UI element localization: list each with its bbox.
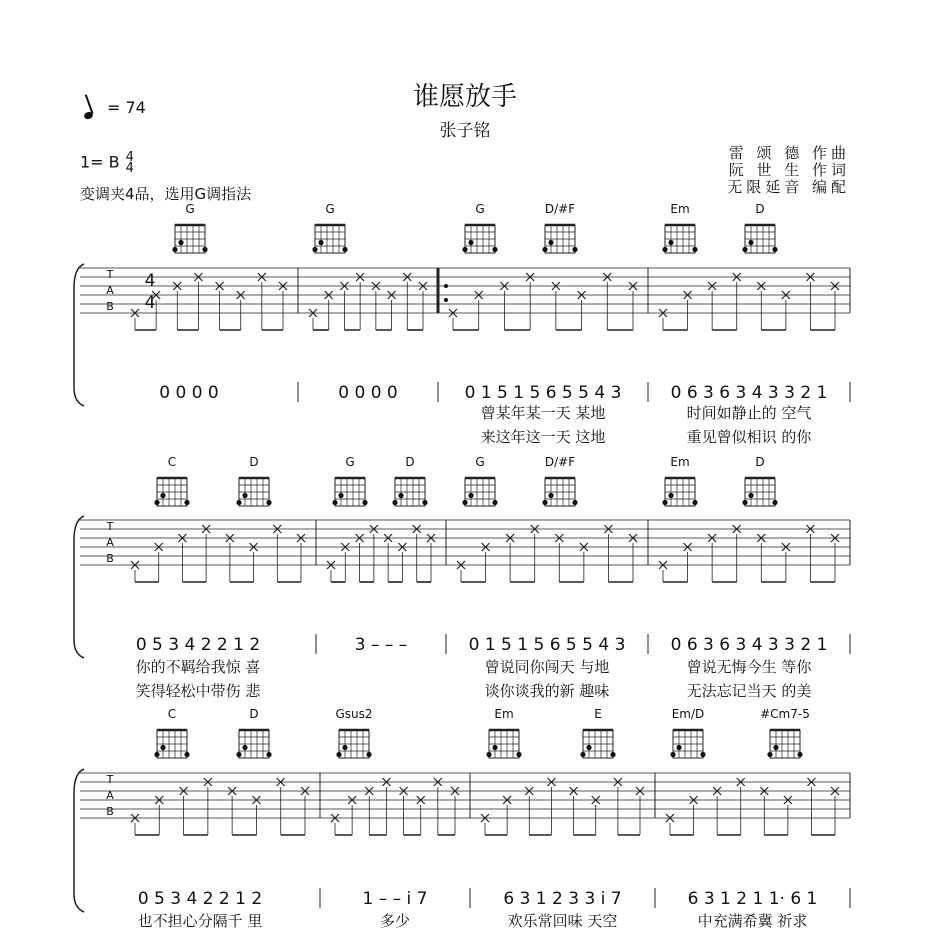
lyric-line-1: 中充满希冀 祈求 [697,912,808,930]
repeat-dot [444,298,448,302]
chord-dot [398,493,403,498]
chord-name: #Cm7-5 [760,707,810,721]
chord-dot [332,500,337,505]
chord-dot [366,752,371,757]
chord-dot [548,240,553,245]
jianpu-measure: 0 6 3 6 3 4 3 3 2 1 [670,635,828,655]
chord-dot [492,500,497,505]
system-brace [74,264,84,406]
chord-dot [572,500,577,505]
chord-dot [486,752,491,757]
chord-dot [468,240,473,245]
chord-dot [748,493,753,498]
chord-dot [312,247,317,252]
jianpu-measure: 0 1 5 1 5 6 5 5 4 3 [468,635,626,655]
chord-dot [336,752,341,757]
chord-name: G [475,202,485,216]
chord-dot [742,247,747,252]
time-signature: 4 4 [125,150,134,176]
chord-name: G [325,202,335,216]
tab-clef-letter: A [106,284,114,297]
repeat-dot [444,284,448,288]
chord-dot [242,493,247,498]
chord-dot [542,247,547,252]
lyric-line-2: 来这年这一天 这地 [480,428,606,446]
arranger-credit: 无限延音 编配 [727,178,850,196]
chord-dot [692,500,697,505]
chord-name: D/#F [544,202,576,216]
chord-dot [548,493,553,498]
tab-clef-letter: B [106,300,114,313]
lyric-line-1: 曾说无悔今生 等你 [686,658,812,676]
chord-name: D [755,455,765,469]
chord-dot [184,500,189,505]
chord-dot [338,493,343,498]
chord-dot [586,745,591,750]
chord-dot [154,752,159,757]
chord-name: Em [670,202,690,216]
lyric-line-2: 谈你谈我的新 趣味 [484,682,610,700]
tab-time-top: 4 [144,271,156,291]
jianpu-measure: 0 1 5 1 5 6 5 5 4 3 [464,383,622,403]
jianpu-measure: 0 0 0 0 [338,383,398,403]
chord-name: D [249,455,259,469]
chord-dot [610,752,615,757]
chord-name: Em [494,707,514,721]
tab-clef-letter: A [106,536,114,549]
chord-dot [266,752,271,757]
chord-name: C [167,455,177,469]
lyric-line-1: 曾说同你闯天 与地 [484,658,610,676]
chord-dot [362,500,367,505]
jianpu-measure: 0 5 3 4 2 2 1 2 [137,889,263,909]
chord-dot [160,493,165,498]
jianpu-measure: 6 3 1 2 3 3 i 7 [503,889,622,909]
chord-dot [772,247,777,252]
chord-dot [668,493,673,498]
chord-dot [772,500,777,505]
key-value: 1= B [80,152,120,172]
lyric-line-2: 重见曾似相识 的你 [686,428,812,446]
chord-dot [172,247,177,252]
chord-dot [542,500,547,505]
chord-dot [516,752,521,757]
chord-dot [178,240,183,245]
chord-dot [492,745,497,750]
chord-dot [580,752,585,757]
lyric-line-1: 多少 [379,912,411,930]
chord-dot [342,247,347,252]
chord-dot [236,500,241,505]
chord-dot [184,752,189,757]
jianpu-measure: 6 3 1 2 1 1· 6 1 [687,889,818,909]
chord-dot [462,500,467,505]
chord-dot [236,752,241,757]
chord-name: C [167,707,177,721]
jianpu-measure: 1 – – i 7 [362,889,428,909]
chord-dot [670,752,675,757]
chord-dot [422,500,427,505]
chord-dot [662,500,667,505]
jianpu-measure: 0 5 3 4 2 2 1 2 [135,635,261,655]
chord-dot [266,500,271,505]
chord-dot [318,240,323,245]
lyric-line-2: 无法忘记当天 的美 [686,682,812,700]
lyric-line-1: 你的不羁给我惊 喜 [135,658,261,676]
chord-name: Gsus2 [335,707,373,721]
song-title: 谁愿放手 [412,82,517,112]
lyric-line-1: 也不担心分隔千 里 [137,912,263,930]
chord-dot [342,745,347,750]
chord-name: D/#F [544,455,576,469]
capo-note: 变调夹4品，选用G调指法 [80,185,252,203]
chord-name: Em/D [671,707,705,721]
tab-time-bottom: 4 [144,293,156,313]
singer-name: 张子铭 [439,121,491,141]
chord-name: G [345,455,355,469]
tab-clef-letter: A [106,789,114,802]
chord-name: E [594,707,602,721]
jianpu-measure: 0 0 0 0 [159,383,219,403]
chord-name: D [405,455,415,469]
jianpu-measure: 0 6 3 6 3 4 3 3 2 1 [670,383,828,403]
chord-dot [242,745,247,750]
chord-name: G [475,455,485,469]
chord-dot [462,247,467,252]
tempo-value: = 74 [107,98,146,117]
chord-name: Em [670,455,690,469]
tab-clef-letter: T [106,520,114,533]
chord-name: D [755,202,765,216]
tab-clef-letter: B [106,552,114,565]
chord-dot [668,240,673,245]
chord-dot [692,247,697,252]
chord-dot [392,500,397,505]
tab-clef-letter: B [106,805,114,818]
chord-dot [662,247,667,252]
chord-dot [748,240,753,245]
chord-dot [154,500,159,505]
chord-dot [773,745,778,750]
lyricist-credit: 阮 世 生 作词 [728,161,850,179]
jianpu-measure: 3 – – – [354,635,408,655]
tab-clef-letter: T [106,268,114,281]
chord-dot [468,493,473,498]
chord-name: G [185,202,195,216]
chord-dot [797,752,802,757]
chord-dot [742,500,747,505]
lyric-line-1: 曾某年某一天 某地 [480,404,606,422]
chord-dot [160,745,165,750]
chord-dot [202,247,207,252]
lyric-line-2: 笑得轻松中带伤 悲 [135,682,261,700]
chord-dot [700,752,705,757]
lyric-line-1: 欢乐常回味 天空 [507,912,618,930]
system-brace [74,769,84,912]
lyric-line-1: 时间如静止的 空气 [686,404,812,422]
composer-credit: 雷 颂 德 作曲 [728,144,850,162]
chord-name: D [249,707,259,721]
system-brace [74,516,84,658]
chord-dot [492,247,497,252]
chord-dot [767,752,772,757]
chord-dot [572,247,577,252]
chord-dot [676,745,681,750]
tab-clef-letter: T [106,773,114,786]
